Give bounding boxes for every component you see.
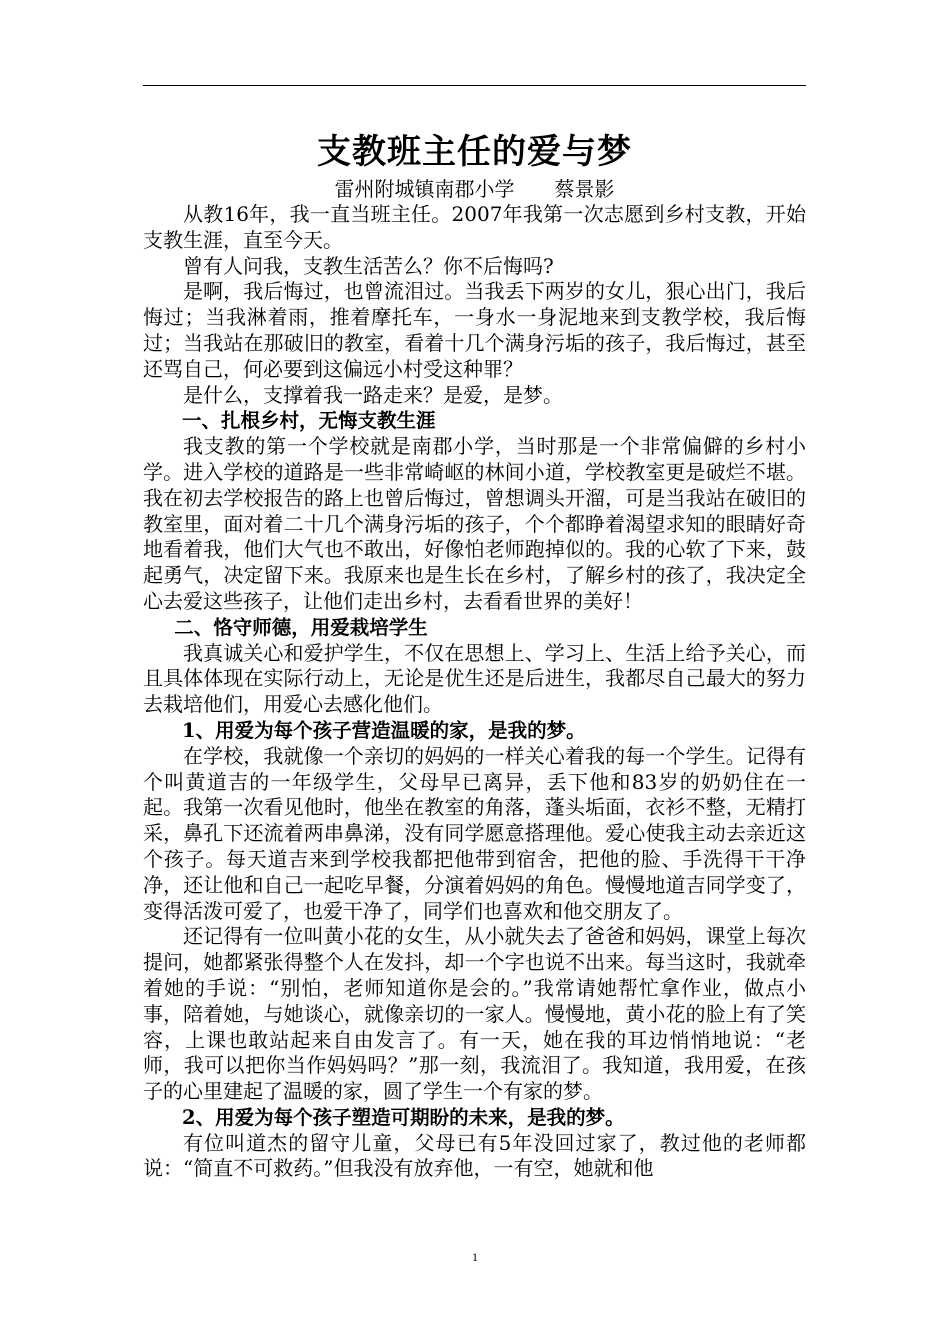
page-number: 1 bbox=[472, 1250, 478, 1264]
paragraph: 有位叫道杰的留守儿童，父母已有5年没回过家了，教过他的老师都说：“简直不可救药。”但我没有放弃他，一有空，她就和他 bbox=[143, 1130, 806, 1181]
header-rule bbox=[143, 85, 806, 86]
subsection-heading-1: 1、用爱为每个孩子营造温暖的家，是我的梦。 bbox=[182, 718, 586, 742]
paragraph: 是什么，支撑着我一路走来？是爱，是梦。 bbox=[183, 382, 563, 407]
section-heading-1: 一、扎根乡村，无悔支教生涯 bbox=[182, 409, 436, 433]
paragraph: 曾有人问我，支教生活苦么？你不后悔吗? bbox=[183, 253, 554, 278]
document-body bbox=[143, 128, 806, 1182]
paragraph: 还记得有一位叫黄小花的女生，从小就失去了爸爸和妈妈，课堂上每次提问，她都紧张得整个人在发抖，却一个字也说不出来。每当这时，我就牵着她的手说：“别怕，老师知道你是会的。”我常请她帮忙拿作业，做点小事，陪着她，与她谈心，就像亲切的一家人。慢慢地，黄小花的脸上有了笑容，上课也敢站起来自由发言了。有一天，她在我的耳边悄悄地说：“老师，我可以把你当作妈妈吗？”那一刻，我流泪了。我知道，我用爱，在孩子的心里建起了温暖的家，圆了学生一个有家的梦。 bbox=[143, 924, 806, 1104]
paragraph: 我支教的第一个学校就是南郡小学，当时那是一个非常偏僻的乡村小学。进入学校的道路是一些非常崎岖的林间小道，学校教室更是破烂不堪。我在初去学校报告的路上也曾后悔过，曾想调头开溜，可是当我站在破旧的教室里，面对着二十几个满身污垢的孩子，个个都睁着渴望求知的眼睛好奇地看着我，他们大气也不敢出，好像怕老师跑掉似的。我的心软了下来，鼓起勇气，决定留下来。我原来也是生长在乡村，了解乡村的孩了，我决定全心去爱这些孩子，让他们走出乡村，去看看世界的美好！ bbox=[143, 434, 806, 613]
paragraph: 是啊，我后悔过，也曾流泪过。当我丢下两岁的女儿，狠心出门，我后悔过；当我淋着雨，推着摩托车，一身水一身泥地来到支教学校，我后悔过；当我站在那破旧的教室，看着十几个满身污垢的孩子，我后悔过，甚至还骂自己，何必要到这偏远小村受这种罪？ bbox=[143, 279, 806, 381]
subsection-heading-2: 2、用爱为每个孩子塑造可期盼的未来，是我的梦。 bbox=[182, 1105, 625, 1129]
paragraph: 我真诚关心和爱护学生，不仅在思想上、学习上、生活上给予关心，而且具体体现在实际行动上，无论是优生还是后进生，我都尽自己最大的努力去栽培他们，用爱心去感化他们。 bbox=[143, 640, 806, 717]
section-heading-2: 二、恪守师德，用爱栽培学生 bbox=[174, 615, 428, 639]
paragraph: 在学校，我就像一个亲切的妈妈的一样关心着我的每一个学生。记得有个叫黄道吉的一年级学生，父母早已离异，丢下他和83岁的奶奶住在一起。我第一次看见他时，他坐在教室的角落，蓬头垢面，衣衫不整，无精打采，鼻孔下还流着两串鼻涕，没有同学愿意搭理他。爱心使我主动去亲近这个孩子。每天道吉来到学校我都把他带到宿舍，把他的脸、手洗得干干净净，还让他和自己一起吃早餐，分演着妈妈的角色。慢慢地道吉同学变了，变得活泼可爱了，也爱干净了，同学们也喜欢和他交朋友了。 bbox=[143, 743, 806, 923]
author-byline: 雷州附城镇南郡小学 蔡景影 bbox=[334, 177, 615, 201]
document-title: 支教班主任的爱与梦 bbox=[317, 132, 632, 172]
paragraph: 从教16年，我一直当班主任。2007年我第一次志愿到乡村支教，开始支教生涯，直至今天。 bbox=[143, 202, 806, 252]
